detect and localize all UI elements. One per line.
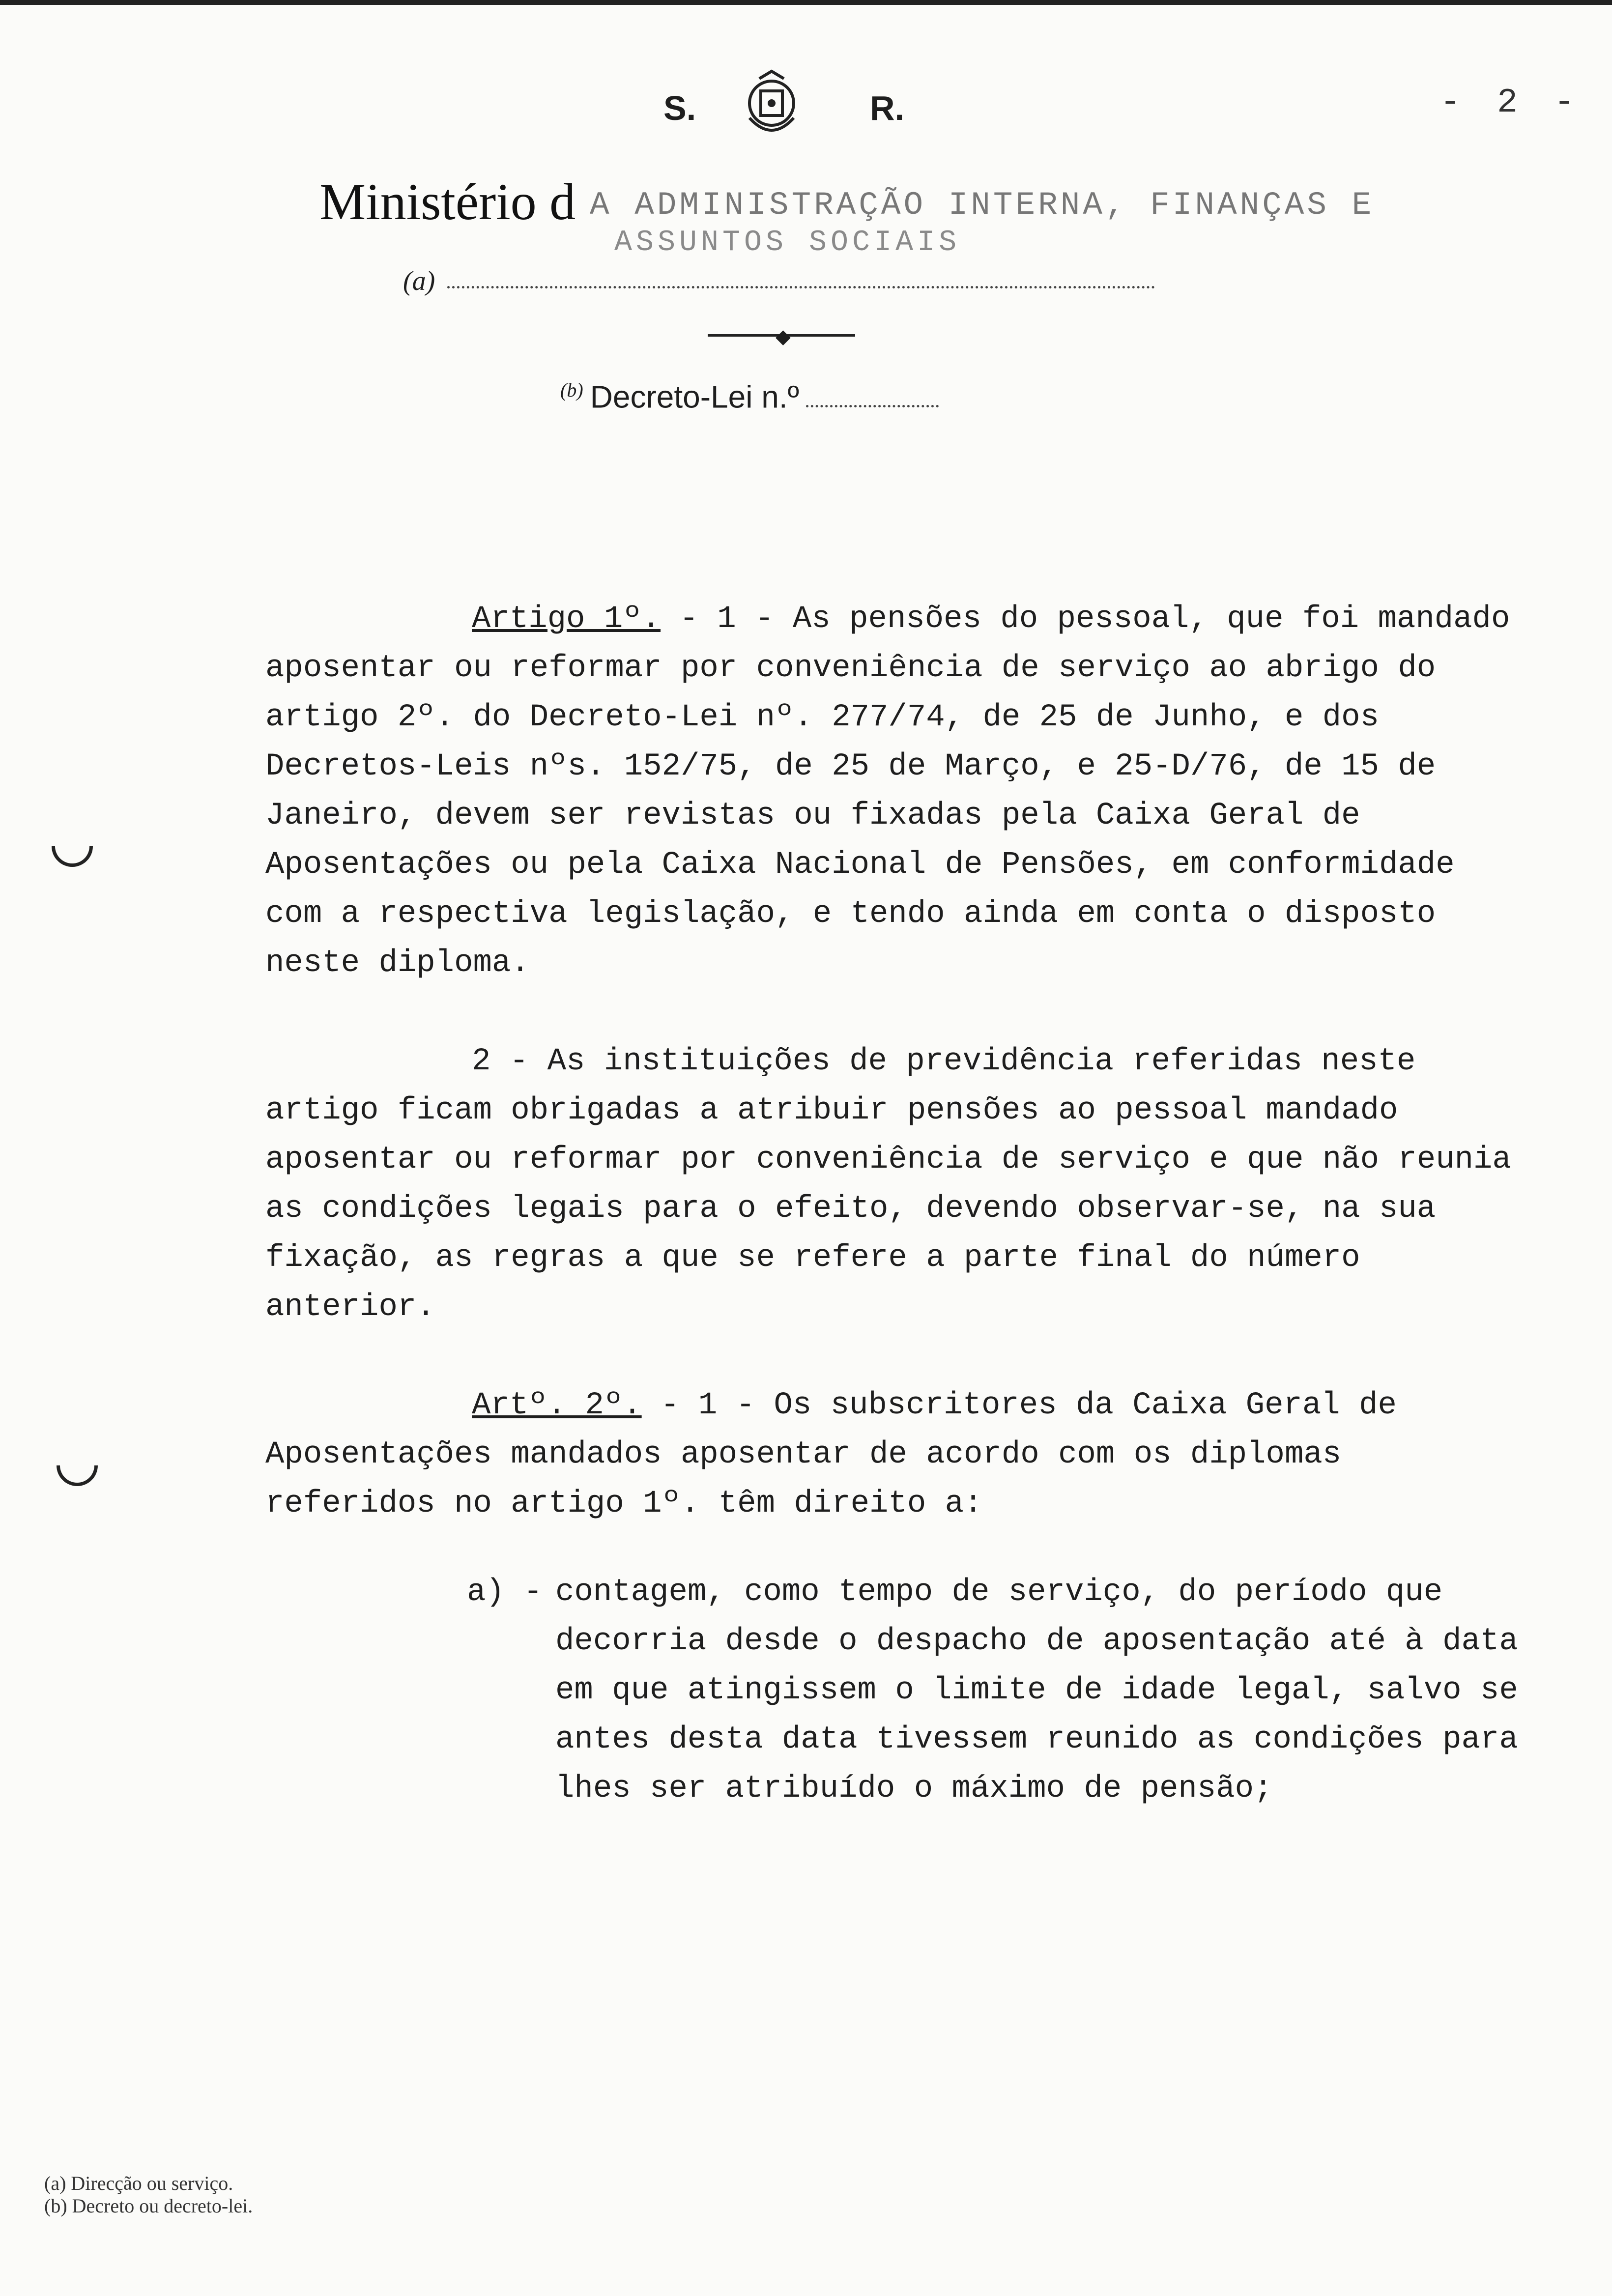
article-2-text: - 1 - Os subscritores da Caixa Geral de Aposentações mandados aposentar de acordo com os diplomas referidos no artigo 1º. têm direito a: — [265, 1388, 1397, 1521]
margin-mark — [48, 1436, 107, 1495]
decree-number-field — [560, 378, 939, 415]
article-1-text-2: 2 - As instituições de previdência referidas neste artigo ficam obrigadas a atribuir pensões ao pessoal mandado aposentar ou reformar por conveniência de serviço e que não reunia as condições legais para o efeito, devendo observar-se, na sua fixação, as regras a que se refere a parte final do número anterior. — [265, 1044, 1511, 1325]
footnotes — [44, 2172, 253, 2217]
list-item-text: contagem, como tempo de serviço, do período que decorria desde o despacho de aposentação até à data em que atingissem o limite de idade legal, salvo se antes desta data tivessem reunido as condições para lhes ser atribuído o máximo de pensão; — [555, 1575, 1518, 1807]
dotted-fill-line — [806, 405, 939, 407]
page-number: - 2 - — [1440, 84, 1583, 122]
dotted-fill-line — [447, 286, 1155, 288]
decree-marker: (b) — [560, 379, 583, 401]
emblem-left-letter: S. — [663, 89, 696, 127]
article-1-paragraph-2 — [265, 1037, 1524, 1332]
article-2-heading: Artº. 2º. — [472, 1388, 642, 1423]
article-1-heading: Artigo 1º. — [472, 602, 661, 637]
emblem-right-letter: R. — [870, 89, 904, 127]
direction-marker: (a) — [403, 266, 435, 296]
diamond-icon: ◆ — [776, 325, 791, 348]
top-border-line — [0, 0, 1612, 5]
footnote-a: (a) Direcção ou serviço. — [44, 2172, 233, 2194]
article-1-text: - 1 - As pensões do pessoal, que foi mandado aposentar ou reformar por conveniência de serviço ao abrigo do artigo 2º. do Decreto-Lei nº. 277/74, de 25 de Junho, e dos Decretos-Leis nºs. 152/75, de 25 de Março, e 25-D/76, de 15 de Janeiro, devem ser revistas ou fixadas pela Caixa Geral de Aposentações ou pela Caixa Nacional de Pensões, em conformidade com a respectiva legislação, e tendo ainda em conta o disposto neste diploma. — [265, 602, 1510, 981]
department-line-2: ASSUNTOS SOCIAIS — [614, 226, 961, 259]
coat-of-arms-icon — [732, 69, 811, 143]
department-line-1: A ADMINISTRAÇÃO INTERNA, FINANÇAS E — [590, 187, 1375, 224]
direction-field — [403, 265, 435, 297]
ministry-title: Ministério d — [319, 173, 576, 230]
decree-label: Decreto-Lei n.º — [590, 379, 799, 415]
emblem-initials — [663, 88, 904, 128]
article-1-paragraph-1 — [265, 595, 1524, 988]
list-item-marker: a) - — [467, 1575, 543, 1610]
document-body — [265, 595, 1524, 1813]
article-2-paragraph-1 — [265, 1381, 1524, 1528]
margin-mark — [43, 817, 102, 876]
footnote-b: (b) Decreto ou decreto-lei. — [44, 2195, 253, 2217]
list-item — [467, 1568, 1524, 1813]
